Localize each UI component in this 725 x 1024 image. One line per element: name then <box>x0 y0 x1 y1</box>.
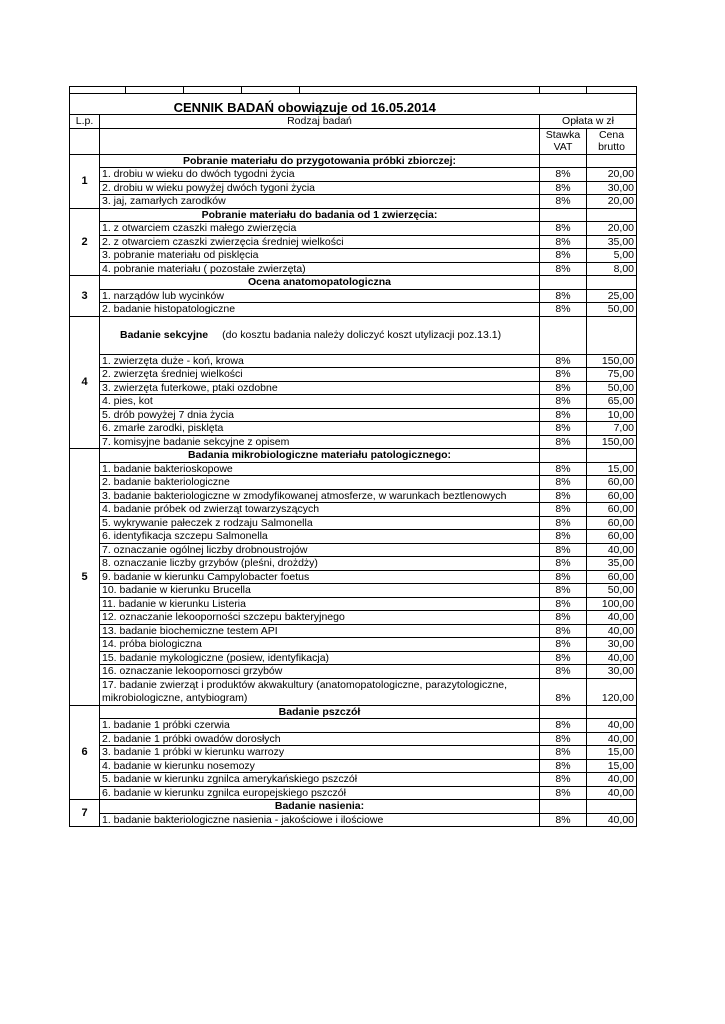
item-vat: 8% <box>540 530 587 544</box>
item-vat: 8% <box>540 516 587 530</box>
item-price: 60,00 <box>587 489 637 503</box>
item-name: 2. badanie histopatologiczne <box>100 303 540 317</box>
item-vat: 8% <box>540 651 587 665</box>
item-vat: 8% <box>540 435 587 449</box>
item-price: 40,00 <box>587 543 637 557</box>
item-name: 3. badanie bakteriologiczne w zmodyfikowanej atmosferze, w warunkach beztlenowych <box>100 489 540 503</box>
table-row <box>70 408 637 422</box>
item-price: 150,00 <box>587 354 637 368</box>
empty-cell <box>587 276 637 290</box>
item-vat: 8% <box>540 570 587 584</box>
item-name: 2. badanie bakteriologiczne <box>100 476 540 490</box>
table-row <box>70 249 637 263</box>
item-name: 5. drób powyżej 7 dnia życia <box>100 408 540 422</box>
item-vat: 8% <box>540 665 587 679</box>
section-number: 7 <box>70 800 100 827</box>
item-vat: 8% <box>540 289 587 303</box>
item-price: 20,00 <box>587 195 637 209</box>
item-price: 20,00 <box>587 168 637 182</box>
item-vat: 8% <box>540 557 587 571</box>
item-vat: 8% <box>540 813 587 827</box>
empty-cell <box>540 208 587 222</box>
item-price: 40,00 <box>587 624 637 638</box>
item-name: 3. badanie 1 próbki w kierunku warrozy <box>100 746 540 760</box>
table-row <box>70 611 637 625</box>
item-name: 1. z otwarciem czaszki małego zwierzęcia <box>100 222 540 236</box>
item-vat: 8% <box>540 746 587 760</box>
item-price: 40,00 <box>587 813 637 827</box>
empty-cell <box>587 449 637 463</box>
item-vat: 8% <box>540 368 587 382</box>
empty-cell <box>540 154 587 168</box>
item-price: 40,00 <box>587 773 637 787</box>
table-row <box>70 222 637 236</box>
item-vat: 8% <box>540 503 587 517</box>
item-price: 50,00 <box>587 381 637 395</box>
item-vat: 8% <box>540 597 587 611</box>
item-name: 6. identyfikacja szczepu Salmonella <box>100 530 540 544</box>
table-row <box>70 395 637 409</box>
empty-cell <box>540 449 587 463</box>
price-list-sheet <box>69 86 636 827</box>
section-heading-row <box>70 316 637 354</box>
item-vat: 8% <box>540 786 587 800</box>
item-price: 100,00 <box>587 597 637 611</box>
section-number: 5 <box>70 449 100 706</box>
section-number: 6 <box>70 705 100 800</box>
item-price: 60,00 <box>587 503 637 517</box>
item-name: 7. oznaczanie ogólnej liczby drobnoustrojów <box>100 543 540 557</box>
item-vat: 8% <box>540 262 587 276</box>
empty-cell <box>587 208 637 222</box>
section-heading: Badanie nasienia: <box>100 800 540 814</box>
item-name: 4. pies, kot <box>100 395 540 409</box>
item-price: 40,00 <box>587 651 637 665</box>
item-vat: 8% <box>540 235 587 249</box>
item-name: 8. oznaczanie liczby grzybów (pleśni, drożdży) <box>100 557 540 571</box>
item-name: 4. badanie próbek od zwierząt towarzyszących <box>100 503 540 517</box>
table-row <box>70 584 637 598</box>
table-row <box>70 489 637 503</box>
item-name: 1. drobiu w wieku do dwóch tygodni życia <box>100 168 540 182</box>
item-name: 4. pobranie materiału ( pozostałe zwierzęta) <box>100 262 540 276</box>
empty-cell <box>540 316 587 354</box>
table-row <box>70 435 637 449</box>
item-name: 1. badanie bakterioskopowe <box>100 462 540 476</box>
empty-cell <box>587 705 637 719</box>
table-row <box>70 543 637 557</box>
table-row <box>70 303 637 317</box>
table-row <box>70 462 637 476</box>
item-price: 60,00 <box>587 516 637 530</box>
table-row <box>70 195 637 209</box>
item-price: 60,00 <box>587 476 637 490</box>
item-price: 35,00 <box>587 235 637 249</box>
header-cena: Cena brutto <box>587 128 637 154</box>
table-row <box>70 530 637 544</box>
section-heading-text: Badanie sekcyjne <box>120 328 209 341</box>
item-vat: 8% <box>540 732 587 746</box>
item-name: 5. badanie w kierunku zgnilca amerykańskiego pszczół <box>100 773 540 787</box>
table-row <box>70 773 637 787</box>
table-row <box>70 813 637 827</box>
item-name: 17. badanie zwierząt i produktów akwakultury (anatomopatologiczne, parazytologiczne, mikrobiologiczne, antybiogram) <box>100 678 540 705</box>
section-number: 4 <box>70 316 100 449</box>
table-row <box>70 262 637 276</box>
item-price: 50,00 <box>587 584 637 598</box>
item-name: 14. próba biologiczna <box>100 638 540 652</box>
section-heading-row <box>70 154 637 168</box>
item-price: 25,00 <box>587 289 637 303</box>
table-row <box>70 732 637 746</box>
table-row <box>70 786 637 800</box>
section-heading-row <box>70 705 637 719</box>
item-vat: 8% <box>540 719 587 733</box>
price-table <box>69 86 637 827</box>
item-name: 3. zwierzęta futerkowe, ptaki ozdobne <box>100 381 540 395</box>
item-name: 2. z otwarciem czaszki zwierzęcia średniej wielkości <box>100 235 540 249</box>
item-price: 30,00 <box>587 181 637 195</box>
item-price: 5,00 <box>587 249 637 263</box>
table-row <box>70 422 637 436</box>
table-row <box>70 678 637 705</box>
item-price: 15,00 <box>587 462 637 476</box>
table-row <box>70 570 637 584</box>
item-name: 15. badanie mykologiczne (posiew, identyfikacja) <box>100 651 540 665</box>
item-vat: 8% <box>540 678 587 705</box>
section-heading-note: (do kosztu badania należy doliczyć koszt utylizacji poz.13.1) <box>222 328 502 341</box>
item-name: 1. badanie bakteriologiczne nasienia - jakościowe i ilościowe <box>100 813 540 827</box>
section-number: 2 <box>70 208 100 276</box>
empty-cell <box>587 800 637 814</box>
table-row <box>70 516 637 530</box>
table-row <box>70 368 637 382</box>
item-price: 7,00 <box>587 422 637 436</box>
table-row <box>70 665 637 679</box>
item-vat: 8% <box>540 249 587 263</box>
item-price: 40,00 <box>587 719 637 733</box>
section-heading <box>100 316 540 354</box>
section-heading-row <box>70 449 637 463</box>
header-stawka: Stawka VAT <box>540 128 587 154</box>
table-row <box>70 638 637 652</box>
item-name: 7. komisyjne badanie sekcyjne z opisem <box>100 435 540 449</box>
section-heading: Ocena anatomopatologiczna <box>100 276 540 290</box>
item-name: 3. jaj, zamarłych zarodków <box>100 195 540 209</box>
section-heading-row <box>70 276 637 290</box>
item-vat: 8% <box>540 422 587 436</box>
item-name: 10. badanie w kierunku Brucella <box>100 584 540 598</box>
empty-cell <box>540 800 587 814</box>
empty-cell <box>587 154 637 168</box>
item-vat: 8% <box>540 354 587 368</box>
item-name: 1. badanie 1 próbki czerwia <box>100 719 540 733</box>
header-row <box>70 115 637 129</box>
item-name: 13. badanie biochemiczne testem API <box>100 624 540 638</box>
section-heading-row <box>70 800 637 814</box>
item-price: 50,00 <box>587 303 637 317</box>
item-name: 1. narządów lub wycinków <box>100 289 540 303</box>
item-price: 15,00 <box>587 746 637 760</box>
item-vat: 8% <box>540 489 587 503</box>
item-price: 10,00 <box>587 408 637 422</box>
table-row <box>70 181 637 195</box>
table-row <box>70 624 637 638</box>
item-price: 60,00 <box>587 570 637 584</box>
item-price: 20,00 <box>587 222 637 236</box>
item-name: 11. badanie w kierunku Listeria <box>100 597 540 611</box>
item-name: 4. badanie w kierunku nosemozy <box>100 759 540 773</box>
table-row <box>70 759 637 773</box>
table-row <box>70 719 637 733</box>
item-price: 40,00 <box>587 611 637 625</box>
item-price: 35,00 <box>587 557 637 571</box>
item-vat: 8% <box>540 759 587 773</box>
item-name: 9. badanie w kierunku Campylobacter foetus <box>100 570 540 584</box>
item-price: 15,00 <box>587 759 637 773</box>
section-heading: Pobranie materiału do badania od 1 zwierzęcia: <box>100 208 540 222</box>
section-number: 1 <box>70 154 100 208</box>
header-oplata: Opłata w zł <box>540 115 637 129</box>
top-strip <box>70 87 637 94</box>
item-vat: 8% <box>540 462 587 476</box>
header-rodzaj: Rodzaj badań <box>100 115 540 129</box>
item-name: 5. wykrywanie pałeczek z rodzaju Salmonella <box>100 516 540 530</box>
item-name: 6. badanie w kierunku zgnilca europejskiego pszczół <box>100 786 540 800</box>
item-price: 30,00 <box>587 638 637 652</box>
empty-cell <box>540 705 587 719</box>
table-row <box>70 503 637 517</box>
item-vat: 8% <box>540 611 587 625</box>
item-vat: 8% <box>540 638 587 652</box>
item-price: 60,00 <box>587 530 637 544</box>
item-vat: 8% <box>540 395 587 409</box>
item-name: 12. oznaczanie lekooporności szczepu bakteryjnego <box>100 611 540 625</box>
item-vat: 8% <box>540 476 587 490</box>
item-price: 30,00 <box>587 665 637 679</box>
header-lp: L.p. <box>70 115 100 129</box>
item-vat: 8% <box>540 222 587 236</box>
item-name: 1. zwierzęta duże - koń, krowa <box>100 354 540 368</box>
table-row <box>70 289 637 303</box>
item-vat: 8% <box>540 303 587 317</box>
table-row <box>70 476 637 490</box>
table-row <box>70 354 637 368</box>
item-price: 150,00 <box>587 435 637 449</box>
item-name: 6. zmarłe zarodki, pisklęta <box>100 422 540 436</box>
item-vat: 8% <box>540 168 587 182</box>
item-vat: 8% <box>540 773 587 787</box>
section-heading: Pobranie materiału do przygotowania próbki zbiorczej: <box>100 154 540 168</box>
table-row <box>70 746 637 760</box>
table-row <box>70 597 637 611</box>
table-row <box>70 651 637 665</box>
item-price: 8,00 <box>587 262 637 276</box>
section-number: 3 <box>70 276 100 317</box>
section-heading-row <box>70 208 637 222</box>
item-price: 75,00 <box>587 368 637 382</box>
title-row <box>70 94 637 115</box>
table-row <box>70 381 637 395</box>
item-name: 3. pobranie materiału od pisklęcia <box>100 249 540 263</box>
item-vat: 8% <box>540 408 587 422</box>
section-heading: Badanie pszczół <box>100 705 540 719</box>
item-name: 2. badanie 1 próbki owadów dorosłych <box>100 732 540 746</box>
item-vat: 8% <box>540 584 587 598</box>
item-vat: 8% <box>540 543 587 557</box>
item-price: 40,00 <box>587 786 637 800</box>
item-price: 120,00 <box>587 678 637 705</box>
item-name: 2. drobiu w wieku powyżej dwóch tygoni życia <box>100 181 540 195</box>
item-name: 16. oznaczanie lekoopornosci grzybów <box>100 665 540 679</box>
empty-cell <box>540 276 587 290</box>
table-row <box>70 557 637 571</box>
item-vat: 8% <box>540 624 587 638</box>
table-row <box>70 168 637 182</box>
item-vat: 8% <box>540 181 587 195</box>
empty-cell <box>587 316 637 354</box>
item-price: 40,00 <box>587 732 637 746</box>
table-row <box>70 235 637 249</box>
section-heading: Badania mikrobiologiczne materiału patologicznego: <box>100 449 540 463</box>
item-name: 2. zwierzęta średniej wielkości <box>100 368 540 382</box>
subheader-row <box>70 128 637 154</box>
page-title: CENNIK BADAŃ obowiązuje od 16.05.2014 <box>70 94 540 115</box>
item-vat: 8% <box>540 195 587 209</box>
item-price: 65,00 <box>587 395 637 409</box>
item-vat: 8% <box>540 381 587 395</box>
